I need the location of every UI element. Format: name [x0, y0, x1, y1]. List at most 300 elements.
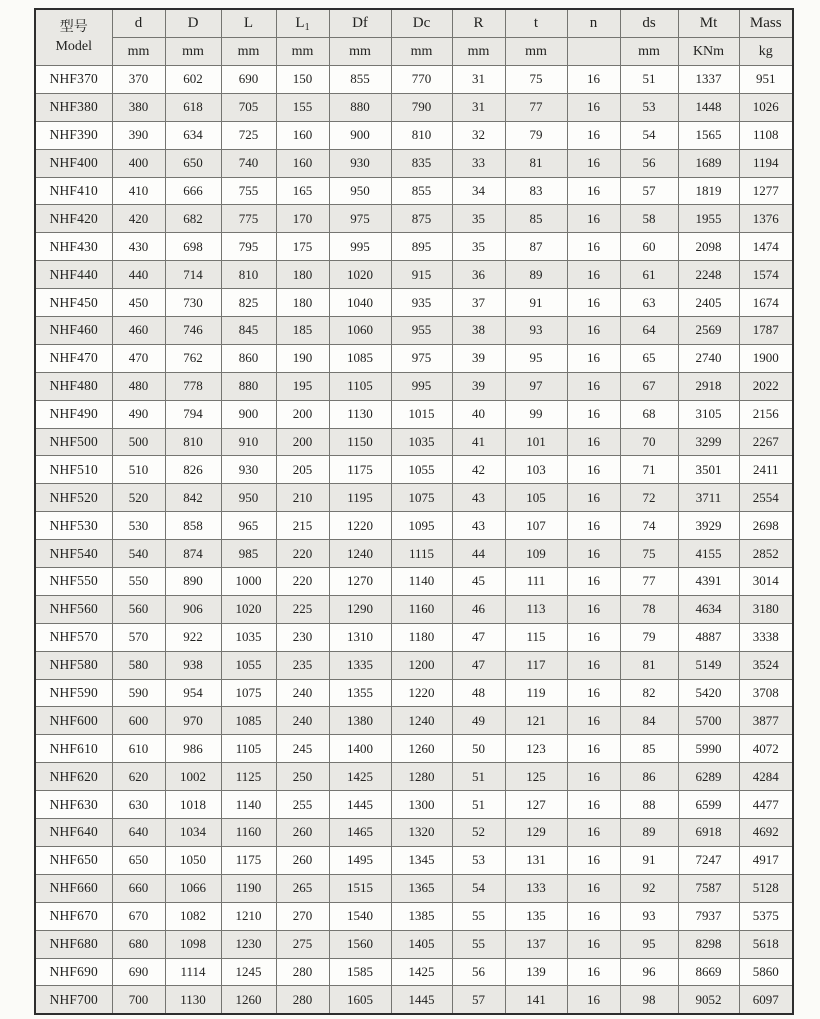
value-cell-d: 500	[112, 428, 165, 456]
value-cell-Df: 1020	[329, 261, 391, 289]
value-cell-Dc: 1055	[391, 456, 452, 484]
value-cell-Dc: 1220	[391, 679, 452, 707]
value-cell-L: 910	[221, 428, 276, 456]
value-cell-t: 113	[505, 595, 567, 623]
value-cell-Mt: 5420	[678, 679, 739, 707]
value-cell-D: 906	[165, 595, 221, 623]
value-cell-D: 986	[165, 735, 221, 763]
value-cell-L: 1020	[221, 595, 276, 623]
value-cell-Dc: 1425	[391, 958, 452, 986]
table-row	[35, 763, 793, 791]
value-cell-D: 922	[165, 623, 221, 651]
value-cell-Df: 1085	[329, 344, 391, 372]
value-cell-ds: 85	[620, 735, 678, 763]
value-cell-R: 47	[452, 623, 505, 651]
value-cell-d: 410	[112, 177, 165, 205]
value-cell-n: 16	[567, 428, 620, 456]
model-cell: NHF580	[35, 651, 112, 679]
value-cell-Df: 880	[329, 93, 391, 121]
value-cell-Df: 1380	[329, 707, 391, 735]
value-cell-L: 1140	[221, 791, 276, 819]
value-cell-t: 97	[505, 372, 567, 400]
value-cell-D: 970	[165, 707, 221, 735]
value-cell-L: 1210	[221, 902, 276, 930]
value-cell-R: 39	[452, 372, 505, 400]
value-cell-t: 141	[505, 986, 567, 1014]
table-row	[35, 456, 793, 484]
value-cell-L1: 195	[276, 372, 329, 400]
value-cell-Dc: 1140	[391, 568, 452, 596]
value-cell-ds: 77	[620, 568, 678, 596]
value-cell-Mass: 3338	[739, 623, 793, 651]
value-cell-Dc: 955	[391, 317, 452, 345]
col-header-Mt: Mt	[678, 9, 739, 38]
value-cell-Mass: 4284	[739, 763, 793, 791]
table-row	[35, 344, 793, 372]
value-cell-t: 83	[505, 177, 567, 205]
value-cell-Df: 1425	[329, 763, 391, 791]
col-unit-D: mm	[165, 38, 221, 66]
value-cell-D: 618	[165, 93, 221, 121]
value-cell-t: 99	[505, 400, 567, 428]
value-cell-L: 930	[221, 456, 276, 484]
value-cell-t: 121	[505, 707, 567, 735]
value-cell-Dc: 975	[391, 344, 452, 372]
value-cell-Dc: 810	[391, 121, 452, 149]
value-cell-R: 41	[452, 428, 505, 456]
value-cell-ds: 68	[620, 400, 678, 428]
value-cell-L: 1000	[221, 568, 276, 596]
table-row	[35, 679, 793, 707]
model-cell: NHF430	[35, 233, 112, 261]
model-cell: NHF410	[35, 177, 112, 205]
value-cell-d: 440	[112, 261, 165, 289]
value-cell-Df: 950	[329, 177, 391, 205]
value-cell-n: 16	[567, 707, 620, 735]
value-cell-d: 570	[112, 623, 165, 651]
value-cell-L: 1105	[221, 735, 276, 763]
value-cell-L1: 230	[276, 623, 329, 651]
value-cell-t: 131	[505, 846, 567, 874]
value-cell-Mt: 3105	[678, 400, 739, 428]
value-cell-t: 87	[505, 233, 567, 261]
value-cell-L1: 220	[276, 540, 329, 568]
value-cell-ds: 71	[620, 456, 678, 484]
value-cell-Df: 1605	[329, 986, 391, 1014]
value-cell-D: 682	[165, 205, 221, 233]
value-cell-R: 56	[452, 958, 505, 986]
value-cell-Dc: 1160	[391, 595, 452, 623]
value-cell-L: 725	[221, 121, 276, 149]
value-cell-Dc: 1445	[391, 986, 452, 1014]
value-cell-R: 31	[452, 66, 505, 94]
model-cell: NHF530	[35, 512, 112, 540]
table-row	[35, 623, 793, 651]
value-cell-n: 16	[567, 791, 620, 819]
value-cell-Dc: 915	[391, 261, 452, 289]
value-cell-R: 46	[452, 595, 505, 623]
value-cell-d: 630	[112, 791, 165, 819]
value-cell-d: 600	[112, 707, 165, 735]
value-cell-Mt: 4155	[678, 540, 739, 568]
value-cell-Mt: 7937	[678, 902, 739, 930]
model-cell: NHF630	[35, 791, 112, 819]
value-cell-Df: 1175	[329, 456, 391, 484]
value-cell-n: 16	[567, 623, 620, 651]
value-cell-D: 762	[165, 344, 221, 372]
value-cell-Df: 1355	[329, 679, 391, 707]
value-cell-ds: 79	[620, 623, 678, 651]
value-cell-Mt: 1565	[678, 121, 739, 149]
value-cell-d: 480	[112, 372, 165, 400]
value-cell-Df: 1040	[329, 289, 391, 317]
value-cell-Mass: 5375	[739, 902, 793, 930]
value-cell-Mass: 1900	[739, 344, 793, 372]
value-cell-d: 550	[112, 568, 165, 596]
table-row	[35, 651, 793, 679]
value-cell-Df: 1465	[329, 819, 391, 847]
value-cell-n: 16	[567, 261, 620, 289]
value-cell-R: 42	[452, 456, 505, 484]
value-cell-n: 16	[567, 93, 620, 121]
value-cell-Mt: 1448	[678, 93, 739, 121]
model-cell: NHF490	[35, 400, 112, 428]
value-cell-D: 698	[165, 233, 221, 261]
value-cell-Df: 1335	[329, 651, 391, 679]
value-cell-d: 510	[112, 456, 165, 484]
value-cell-d: 660	[112, 874, 165, 902]
col-unit-ds: mm	[620, 38, 678, 66]
value-cell-L1: 260	[276, 846, 329, 874]
model-cell: NHF480	[35, 372, 112, 400]
value-cell-ds: 57	[620, 177, 678, 205]
value-cell-Dc: 935	[391, 289, 452, 317]
value-cell-Mass: 3524	[739, 651, 793, 679]
model-cell: NHF510	[35, 456, 112, 484]
value-cell-n: 16	[567, 512, 620, 540]
value-cell-t: 103	[505, 456, 567, 484]
col-unit-R: mm	[452, 38, 505, 66]
value-cell-ds: 74	[620, 512, 678, 540]
value-cell-L: 1125	[221, 763, 276, 791]
value-cell-ds: 60	[620, 233, 678, 261]
value-cell-D: 1082	[165, 902, 221, 930]
value-cell-Mt: 4887	[678, 623, 739, 651]
value-cell-R: 43	[452, 484, 505, 512]
value-cell-ds: 98	[620, 986, 678, 1014]
table-row	[35, 707, 793, 735]
value-cell-R: 38	[452, 317, 505, 345]
value-cell-Mt: 3711	[678, 484, 739, 512]
value-cell-Mt: 2918	[678, 372, 739, 400]
value-cell-t: 137	[505, 930, 567, 958]
value-cell-d: 610	[112, 735, 165, 763]
value-cell-R: 51	[452, 763, 505, 791]
value-cell-Dc: 1405	[391, 930, 452, 958]
value-cell-Mt: 7247	[678, 846, 739, 874]
table-row	[35, 986, 793, 1014]
value-cell-t: 139	[505, 958, 567, 986]
value-cell-L: 775	[221, 205, 276, 233]
model-cell: NHF520	[35, 484, 112, 512]
table-row	[35, 400, 793, 428]
value-cell-Mt: 6918	[678, 819, 739, 847]
value-cell-R: 55	[452, 902, 505, 930]
value-cell-Mt: 2098	[678, 233, 739, 261]
value-cell-Dc: 1240	[391, 707, 452, 735]
value-cell-L1: 160	[276, 149, 329, 177]
value-cell-ds: 67	[620, 372, 678, 400]
value-cell-Dc: 1300	[391, 791, 452, 819]
value-cell-ds: 58	[620, 205, 678, 233]
value-cell-D: 650	[165, 149, 221, 177]
value-cell-Mass: 3180	[739, 595, 793, 623]
value-cell-ds: 75	[620, 540, 678, 568]
model-cell: NHF470	[35, 344, 112, 372]
value-cell-d: 400	[112, 149, 165, 177]
value-cell-Mt: 8669	[678, 958, 739, 986]
table-row	[35, 791, 793, 819]
value-cell-t: 105	[505, 484, 567, 512]
value-cell-D: 826	[165, 456, 221, 484]
value-cell-ds: 89	[620, 819, 678, 847]
value-cell-L1: 265	[276, 874, 329, 902]
value-cell-L1: 240	[276, 707, 329, 735]
value-cell-Df: 1400	[329, 735, 391, 763]
value-cell-n: 16	[567, 66, 620, 94]
value-cell-L: 1190	[221, 874, 276, 902]
value-cell-R: 40	[452, 400, 505, 428]
value-cell-t: 109	[505, 540, 567, 568]
col-unit-Dc: mm	[391, 38, 452, 66]
value-cell-Mass: 2156	[739, 400, 793, 428]
col-header-Mass: Mass	[739, 9, 793, 38]
table-row	[35, 317, 793, 345]
value-cell-Dc: 1200	[391, 651, 452, 679]
value-cell-Mass: 5128	[739, 874, 793, 902]
value-cell-n: 16	[567, 540, 620, 568]
model-cell: NHF400	[35, 149, 112, 177]
value-cell-D: 746	[165, 317, 221, 345]
value-cell-R: 54	[452, 874, 505, 902]
col-header-ds: ds	[620, 9, 678, 38]
value-cell-n: 16	[567, 456, 620, 484]
value-cell-R: 49	[452, 707, 505, 735]
value-cell-L: 950	[221, 484, 276, 512]
value-cell-Dc: 1385	[391, 902, 452, 930]
model-cell: NHF700	[35, 986, 112, 1014]
value-cell-d: 620	[112, 763, 165, 791]
col-header-sub-L1: 1	[304, 21, 310, 33]
value-cell-Mt: 6289	[678, 763, 739, 791]
value-cell-Dc: 835	[391, 149, 452, 177]
value-cell-n: 16	[567, 177, 620, 205]
value-cell-Mass: 1277	[739, 177, 793, 205]
value-cell-n: 16	[567, 233, 620, 261]
value-cell-Mt: 6599	[678, 791, 739, 819]
value-cell-ds: 78	[620, 595, 678, 623]
value-cell-D: 1114	[165, 958, 221, 986]
value-cell-Mass: 5860	[739, 958, 793, 986]
value-cell-Mass: 3014	[739, 568, 793, 596]
value-cell-ds: 81	[620, 651, 678, 679]
value-cell-L1: 155	[276, 93, 329, 121]
value-cell-D: 714	[165, 261, 221, 289]
value-cell-Mt: 1689	[678, 149, 739, 177]
value-cell-d: 580	[112, 651, 165, 679]
value-cell-Mass: 1108	[739, 121, 793, 149]
value-cell-D: 602	[165, 66, 221, 94]
value-cell-ds: 92	[620, 874, 678, 902]
value-cell-d: 700	[112, 986, 165, 1014]
value-cell-Mt: 3929	[678, 512, 739, 540]
value-cell-ds: 61	[620, 261, 678, 289]
table-row	[35, 121, 793, 149]
value-cell-t: 95	[505, 344, 567, 372]
value-cell-D: 1098	[165, 930, 221, 958]
value-cell-ds: 56	[620, 149, 678, 177]
value-cell-t: 85	[505, 205, 567, 233]
value-cell-Df: 1240	[329, 540, 391, 568]
value-cell-d: 670	[112, 902, 165, 930]
value-cell-L: 860	[221, 344, 276, 372]
model-cell: NHF590	[35, 679, 112, 707]
value-cell-Mt: 4391	[678, 568, 739, 596]
value-cell-ds: 72	[620, 484, 678, 512]
value-cell-ds: 70	[620, 428, 678, 456]
value-cell-Mass: 1026	[739, 93, 793, 121]
value-cell-L: 740	[221, 149, 276, 177]
value-cell-R: 39	[452, 344, 505, 372]
table-row	[35, 66, 793, 94]
col-unit-Mass: kg	[739, 38, 793, 66]
value-cell-n: 16	[567, 679, 620, 707]
value-cell-D: 794	[165, 400, 221, 428]
model-cell: NHF380	[35, 93, 112, 121]
value-cell-ds: 63	[620, 289, 678, 317]
table-row	[35, 428, 793, 456]
value-cell-Mt: 1955	[678, 205, 739, 233]
value-cell-L1: 180	[276, 289, 329, 317]
model-cell: NHF640	[35, 819, 112, 847]
value-cell-L1: 270	[276, 902, 329, 930]
value-cell-n: 16	[567, 372, 620, 400]
value-cell-R: 52	[452, 819, 505, 847]
value-cell-Mt: 5149	[678, 651, 739, 679]
value-cell-t: 133	[505, 874, 567, 902]
value-cell-D: 1034	[165, 819, 221, 847]
value-cell-ds: 95	[620, 930, 678, 958]
col-header-R: R	[452, 9, 505, 38]
value-cell-n: 16	[567, 205, 620, 233]
table-row	[35, 205, 793, 233]
value-cell-n: 16	[567, 149, 620, 177]
value-cell-ds: 51	[620, 66, 678, 94]
value-cell-Df: 1445	[329, 791, 391, 819]
value-cell-Mass: 2852	[739, 540, 793, 568]
value-cell-Df: 1270	[329, 568, 391, 596]
value-cell-Dc: 1115	[391, 540, 452, 568]
col-header-d: d	[112, 9, 165, 38]
value-cell-t: 117	[505, 651, 567, 679]
value-cell-Df: 1290	[329, 595, 391, 623]
value-cell-n: 16	[567, 846, 620, 874]
value-cell-Df: 1585	[329, 958, 391, 986]
value-cell-t: 79	[505, 121, 567, 149]
value-cell-t: 115	[505, 623, 567, 651]
table-row	[35, 568, 793, 596]
value-cell-R: 34	[452, 177, 505, 205]
table-row	[35, 874, 793, 902]
value-cell-Mass: 1194	[739, 149, 793, 177]
value-cell-Df: 1220	[329, 512, 391, 540]
value-cell-Df: 995	[329, 233, 391, 261]
value-cell-ds: 64	[620, 317, 678, 345]
value-cell-D: 1002	[165, 763, 221, 791]
value-cell-n: 16	[567, 317, 620, 345]
value-cell-t: 89	[505, 261, 567, 289]
value-cell-Mt: 9052	[678, 986, 739, 1014]
value-cell-Mt: 8298	[678, 930, 739, 958]
value-cell-Dc: 1095	[391, 512, 452, 540]
value-cell-Dc: 895	[391, 233, 452, 261]
value-cell-Mt: 4634	[678, 595, 739, 623]
table-row	[35, 819, 793, 847]
value-cell-Mass: 1787	[739, 317, 793, 345]
value-cell-ds: 82	[620, 679, 678, 707]
value-cell-Mt: 2405	[678, 289, 739, 317]
value-cell-n: 16	[567, 121, 620, 149]
value-cell-L: 825	[221, 289, 276, 317]
table-row	[35, 93, 793, 121]
value-cell-D: 778	[165, 372, 221, 400]
value-cell-R: 45	[452, 568, 505, 596]
value-cell-Df: 1130	[329, 400, 391, 428]
value-cell-L1: 245	[276, 735, 329, 763]
value-cell-t: 119	[505, 679, 567, 707]
value-cell-t: 107	[505, 512, 567, 540]
value-cell-L1: 185	[276, 317, 329, 345]
value-cell-d: 420	[112, 205, 165, 233]
col-unit-Df: mm	[329, 38, 391, 66]
value-cell-Mt: 5990	[678, 735, 739, 763]
value-cell-t: 127	[505, 791, 567, 819]
value-cell-d: 690	[112, 958, 165, 986]
value-cell-Mass: 4477	[739, 791, 793, 819]
value-cell-L: 705	[221, 93, 276, 121]
value-cell-Mt: 1819	[678, 177, 739, 205]
value-cell-d: 490	[112, 400, 165, 428]
value-cell-Dc: 1260	[391, 735, 452, 763]
col-unit-t: mm	[505, 38, 567, 66]
value-cell-Dc: 1365	[391, 874, 452, 902]
model-cell: NHF370	[35, 66, 112, 94]
value-cell-d: 450	[112, 289, 165, 317]
value-cell-L: 845	[221, 317, 276, 345]
value-cell-d: 560	[112, 595, 165, 623]
col-header-model	[35, 9, 112, 66]
value-cell-t: 135	[505, 902, 567, 930]
value-cell-R: 44	[452, 540, 505, 568]
value-cell-L1: 165	[276, 177, 329, 205]
value-cell-Mass: 6097	[739, 986, 793, 1014]
value-cell-Mass: 951	[739, 66, 793, 94]
value-cell-D: 858	[165, 512, 221, 540]
model-cell: NHF460	[35, 317, 112, 345]
model-cell: NHF670	[35, 902, 112, 930]
value-cell-D: 890	[165, 568, 221, 596]
value-cell-Df: 1195	[329, 484, 391, 512]
